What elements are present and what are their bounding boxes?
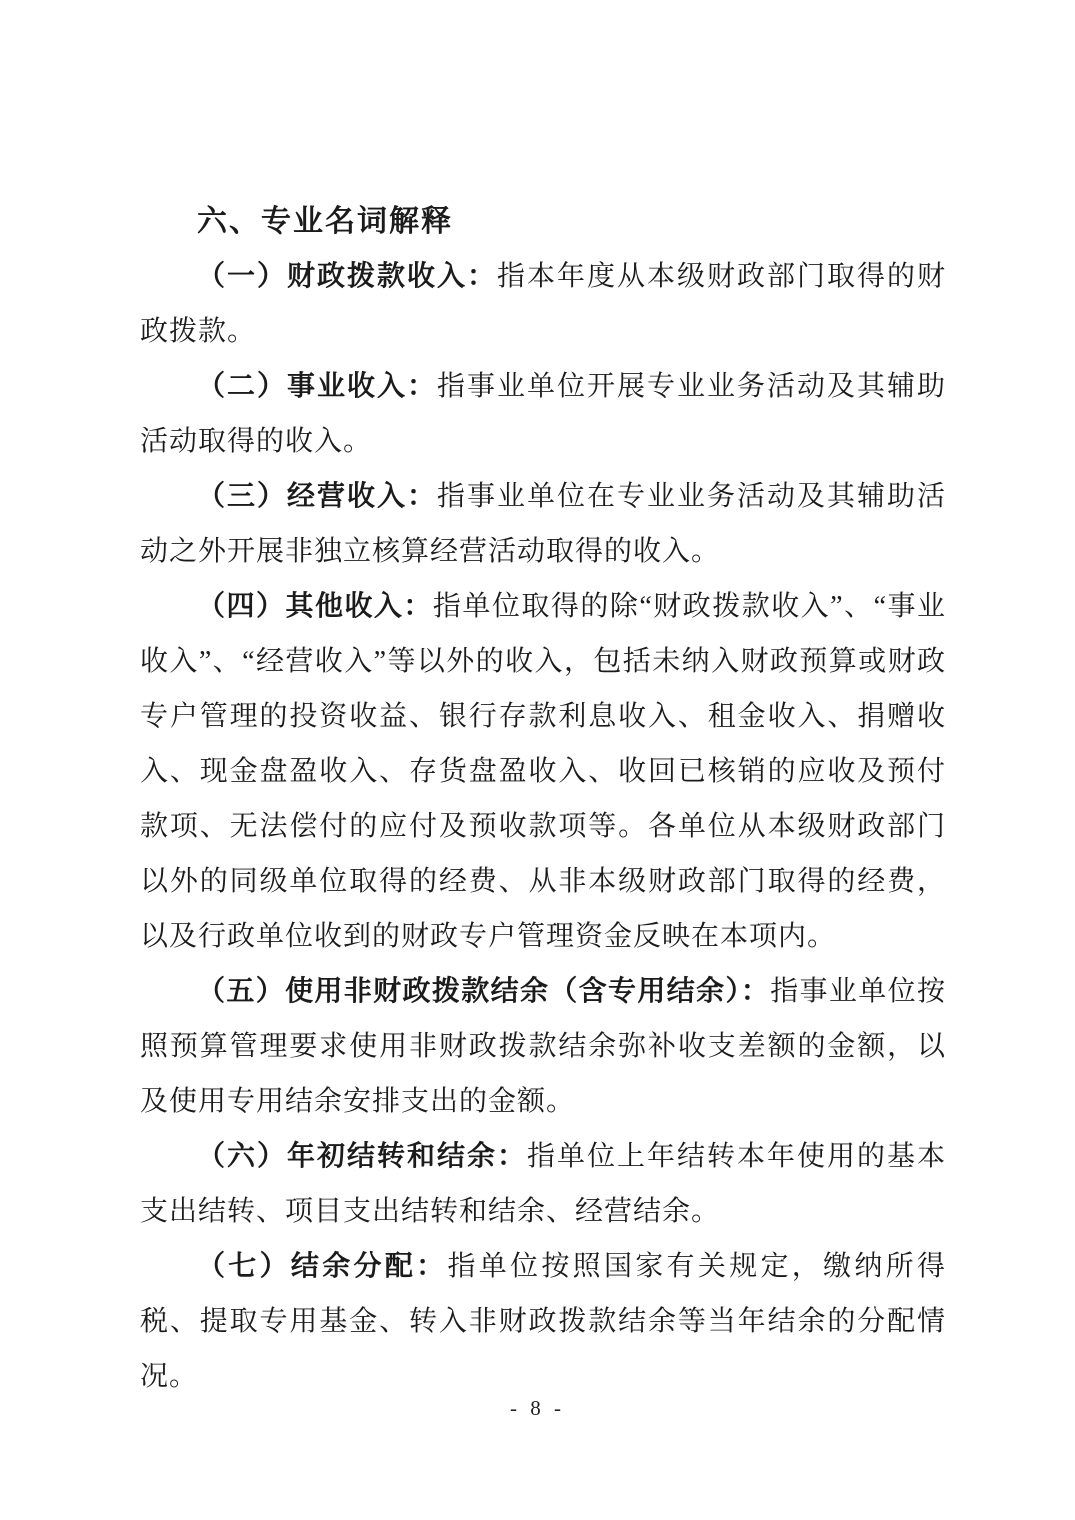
- term-paragraph: [140, 964, 946, 1129]
- term-definition: 指事业单位在专业业务活动及其辅助活动之外开展非独立核算经营活动取得的收入。: [140, 481, 946, 567]
- term-definition: 指单位按照国家有关规定，缴纳所得税、提取专用基金、转入非财政拨款结余等当年结余的分配情况。: [140, 1251, 946, 1392]
- section-heading: 六、专业名词解释: [197, 205, 453, 238]
- document-body: [140, 194, 946, 1404]
- term-definition: 指单位上年结转本年使用的基本支出结转、项目支出结转和结余、经营结余。: [140, 1141, 946, 1227]
- term-paragraph: [140, 579, 946, 964]
- term-paragraph: [140, 1129, 946, 1239]
- term-definition: 指事业单位按照预算管理要求使用非财政拨款结余弥补收支差额的金额，以及使用专用结余安排支出的金额。: [140, 976, 946, 1117]
- term-paragraph: [140, 1239, 946, 1404]
- term-label: （二）事业收入：: [197, 371, 437, 402]
- term-definition: 指单位取得的除“财政拨款收入”、“事业收入”、“经营收入”等以外的收入，包括未纳入财政预算或财政专户管理的投资收益、银行存款利息收入、租金收入、捐赠收入、现金盘盈收入、存货盘盈收入、收回已核销的应收及预付款项、无法偿付的应付及预收款项等。各单位从本级财政部门以外的同级单位取得的经费、从非本级财政部门取得的经费，以及行政单位收到的财政专户管理资金反映在本项内。: [140, 591, 946, 952]
- term-label: （五）使用非财政拨款结余（含专用结余）：: [197, 976, 771, 1007]
- term-paragraph: [140, 359, 946, 469]
- term-definition: 指事业单位开展专业业务活动及其辅助活动取得的收入。: [140, 371, 946, 457]
- term-label: （七）结余分配：: [197, 1251, 448, 1282]
- term-paragraph: [140, 469, 946, 579]
- term-label: （六）年初结转和结余：: [197, 1141, 527, 1172]
- term-paragraph: [140, 249, 946, 359]
- term-label: （四）其他收入：: [197, 591, 433, 622]
- term-label: （一）财政拨款收入：: [197, 261, 497, 292]
- term-label: （三）经营收入：: [197, 481, 437, 512]
- page-number: - 8 -: [510, 1396, 565, 1420]
- term-definition: 指本年度从本级财政部门取得的财政拨款。: [140, 261, 946, 347]
